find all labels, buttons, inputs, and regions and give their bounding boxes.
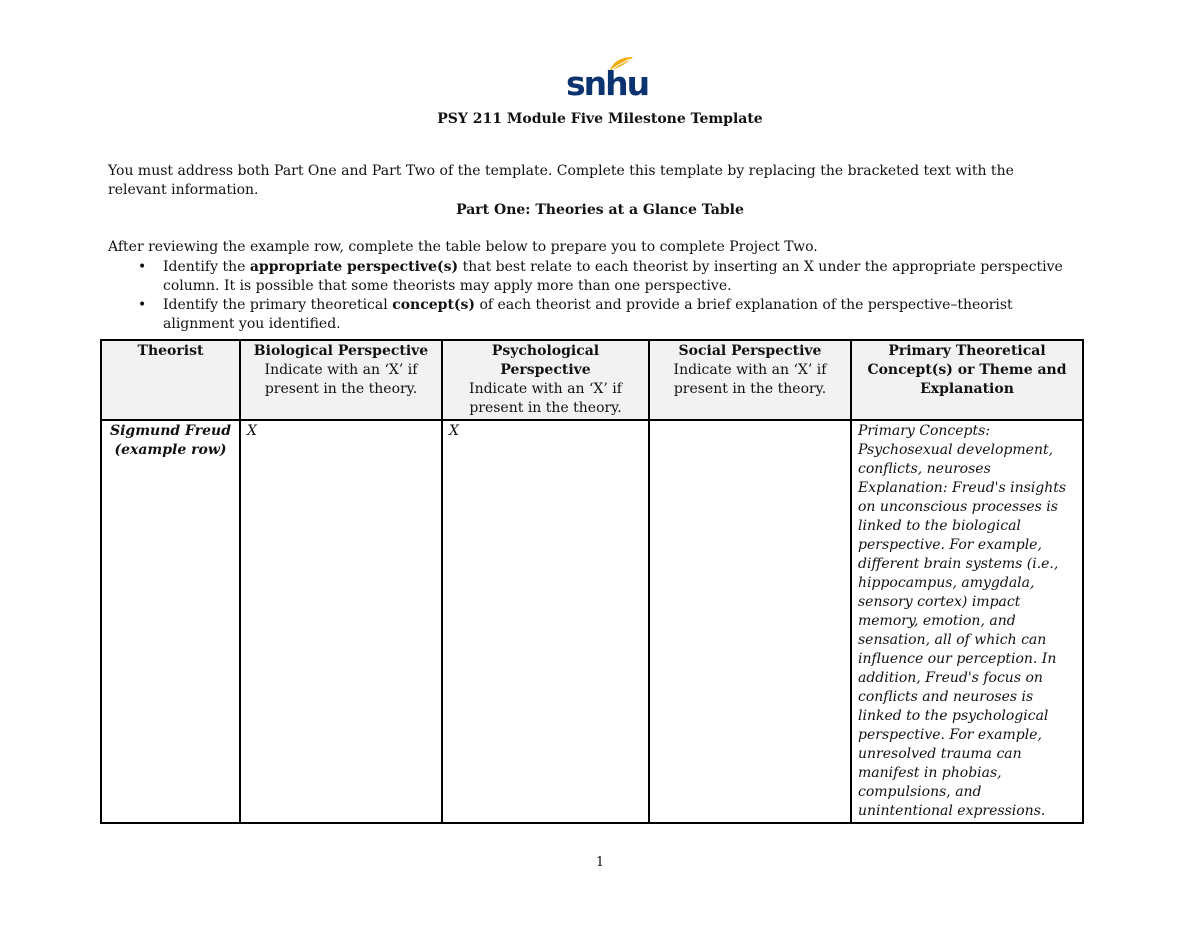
bullet-icon: •: [138, 297, 147, 313]
header-title: Psychological Perspective: [491, 343, 600, 378]
part-one-heading: Part One: Theories at a Glance Table: [456, 202, 744, 218]
bullet-text-bold: appropriate perspective(s): [249, 259, 459, 275]
instruction-bullets: [108, 258, 1088, 334]
header-title: Biological Perspective: [253, 343, 429, 359]
header-title: Theorist: [137, 343, 204, 359]
instructions-paragraph: After reviewing the example row, complete the table below to prepare you to complete Project Two.: [108, 239, 818, 255]
bullet-text-bold: concept(s): [392, 297, 476, 313]
header-psychological: [442, 340, 649, 420]
intro-paragraph: You must address both Part One and Part Two of the template. Complete this template by replacing the bracketed text with the relevant information.: [108, 163, 1014, 198]
snhu-logo: [566, 56, 649, 103]
header-social: [649, 340, 851, 420]
bullet-text-after: of each theorist and provide a brief explanation of the perspective–theorist alignment you identified.: [163, 297, 1013, 332]
header-title: Social Perspective: [678, 343, 822, 359]
bullet-text-after: that best relate to each theorist by inserting an X under the appropriate perspective column. It is possible that some theorists may apply more than one perspective.: [163, 259, 1063, 294]
cell-psychological[interactable]: X: [442, 420, 649, 823]
cell-social[interactable]: [649, 420, 851, 823]
table-row: [101, 420, 1083, 823]
theories-at-a-glance-table: [100, 339, 1084, 824]
bullet-item-perspectives: [108, 258, 1088, 296]
cell-explanation[interactable]: Primary Concepts: Psychosexual development, conflicts, neuroses Explanation: Freud's insights on unconscious processes is linked to the biological perspective. For example, different brain systems (i.e., hippocampus, amygdala, sensory cortex) impact memory, emotion, and sensation, all of which can influence our perception. In addition, Freud's focus on conflicts and neuroses is linked to the psychological perspective. For example, unresolved trauma can manifest in phobias, compulsions, and unintentional expressions.: [851, 420, 1083, 823]
bullet-text-before: Identify the: [163, 259, 250, 275]
header-concepts: [851, 340, 1083, 420]
bullet-text-before: Identify the primary theoretical: [163, 297, 393, 313]
header-theorist: [101, 340, 240, 420]
bullet-item-concepts: [108, 296, 1088, 334]
header-title: Primary Theoretical Concept(s) or Theme and Explanation: [867, 343, 1067, 397]
logo-wordmark: snhu: [566, 64, 649, 103]
page-number: 1: [595, 855, 605, 870]
bullet-icon: •: [138, 259, 147, 275]
cell-theorist[interactable]: Sigmund Freud (example row): [101, 420, 240, 823]
header-subtitle: Indicate with an ‘X’ if present in the theory.: [673, 362, 827, 397]
cell-biological[interactable]: X: [240, 420, 442, 823]
header-subtitle: Indicate with an ‘X’ if present in the theory.: [264, 362, 418, 397]
document-title: PSY 211 Module Five Milestone Template: [437, 111, 763, 127]
table-header-row: [101, 340, 1083, 420]
header-subtitle: Indicate with an ‘X’ if present in the theory.: [469, 381, 622, 416]
header-biological: [240, 340, 442, 420]
